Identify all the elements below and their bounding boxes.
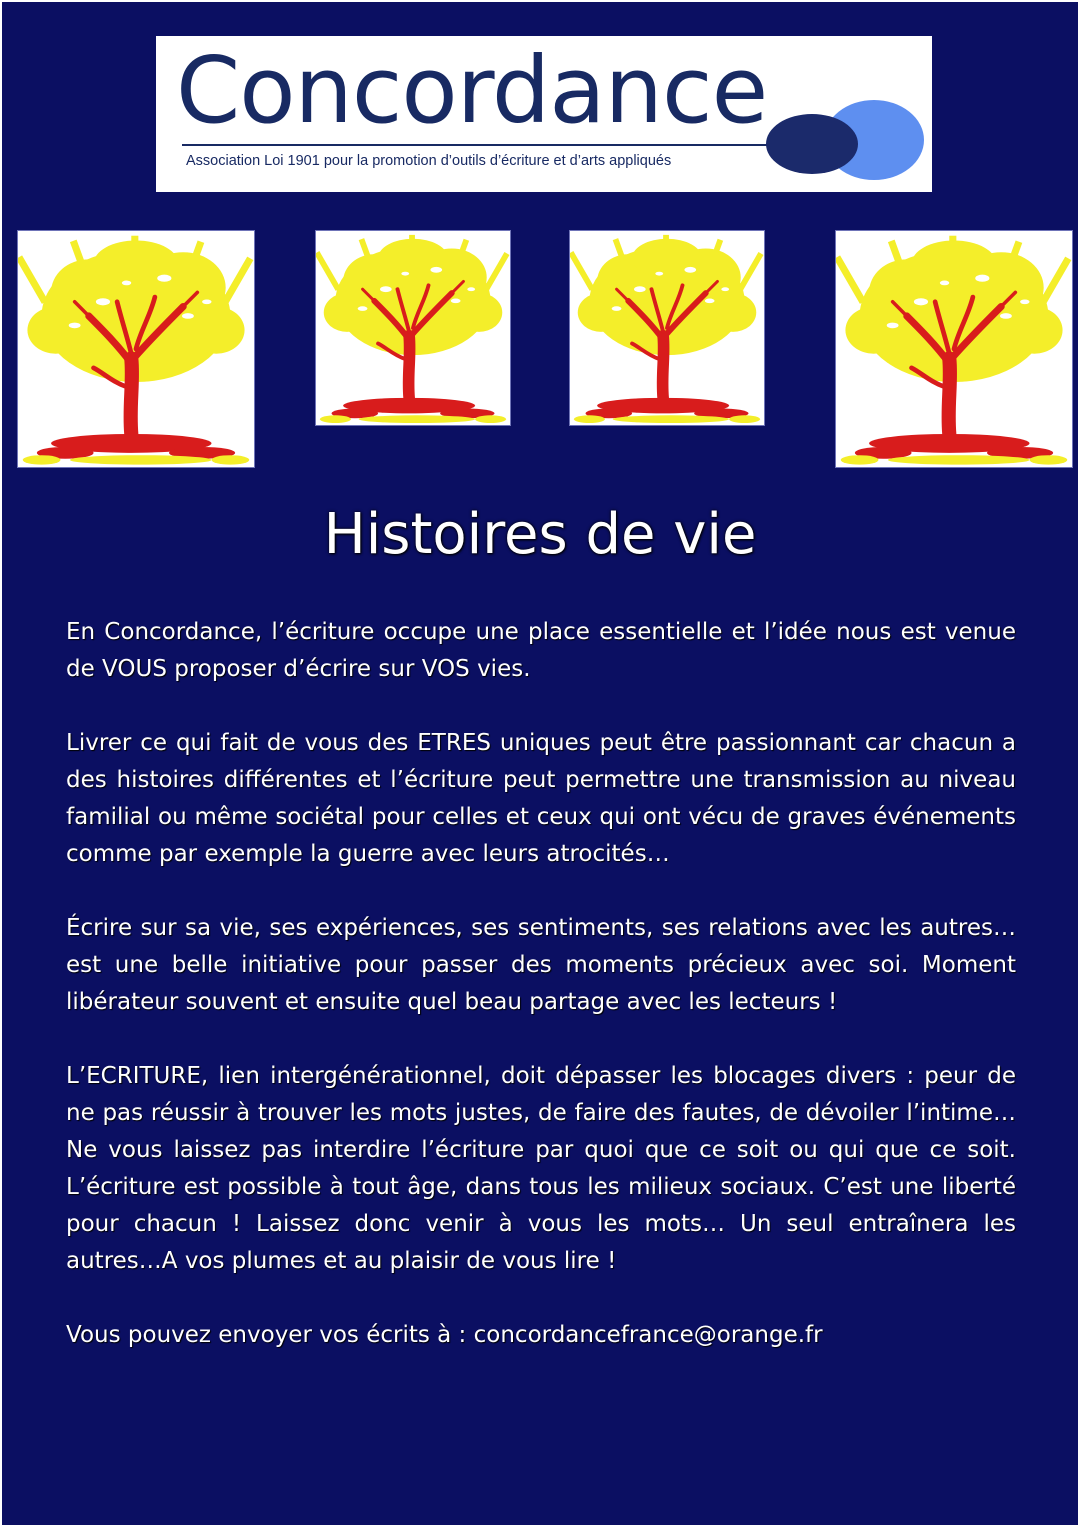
logo-ellipses-icon — [760, 96, 924, 180]
tree-painting-1 — [18, 231, 254, 467]
tree-painting-icon — [18, 231, 254, 467]
paragraph-writing-freedom: L’ECRITURE, lien intergénérationnel, doit dépasser les blocages divers : peur de ne pas réussir à trouver les mots justes, de faire des fautes, de dévoiler l’intime… Ne vous laissez pas interdire l’écriture par quoi que ce soit ou qui que ce soit. L’écriture est possible à tout âge, dans tous les milieux sociaux. C’est une liberté pour chacun ! Laissez donc venir à vous les mots… Un seul entraînera les autres…A vos plumes et au plaisir de vous lire ! — [66, 1063, 1016, 1274]
paragraph-writing-life: Écrire sur sa vie, ses expériences, ses sentiments, ses relations avec les autres… est une belle initiative pour passer des moments précieux avec soi. Moment libérateur souvent et ensuite quel beau partage avec les lecteurs ! — [66, 915, 1016, 1015]
page-title: Histoires de vie — [323, 502, 757, 567]
logo-subtitle: Association Loi 1901 pour la promotion d’outils d’écriture et d’arts appliqués — [186, 153, 672, 169]
concordance-logo — [156, 36, 932, 192]
tree-painting-3 — [570, 231, 764, 425]
tree-painting-icon — [570, 231, 764, 425]
tree-painting-4 — [836, 231, 1072, 467]
contact-line — [66, 1317, 1016, 1354]
tree-painting-2 — [316, 231, 510, 425]
logo-wordmark: Concordance — [176, 37, 768, 144]
contact-email[interactable]: concordancefrance@orange.fr — [473, 1322, 823, 1348]
tree-painting-icon — [316, 231, 510, 425]
contact-label: Vous pouvez envoyer vos écrits à : — [66, 1322, 474, 1348]
poster — [2, 2, 1078, 1525]
paragraph-intro: En Concordance, l’écriture occupe une place essentielle et l’idée nous est venue de VOUS proposer d’écrire sur VOS vies. — [66, 619, 1016, 682]
body-text — [66, 614, 1016, 1354]
paragraph-unique-beings: Livrer ce qui fait de vous des ETRES uniques peut être passionnant car chacun a des histoires différentes et l’écriture peut permettre une transmission au niveau familial ou même sociétal pour celles et ceux qui ont vécu de graves événements comme par exemple la guerre avec leurs atrocités… — [66, 730, 1016, 867]
logo-underline — [182, 144, 772, 146]
tree-painting-icon — [836, 231, 1072, 467]
